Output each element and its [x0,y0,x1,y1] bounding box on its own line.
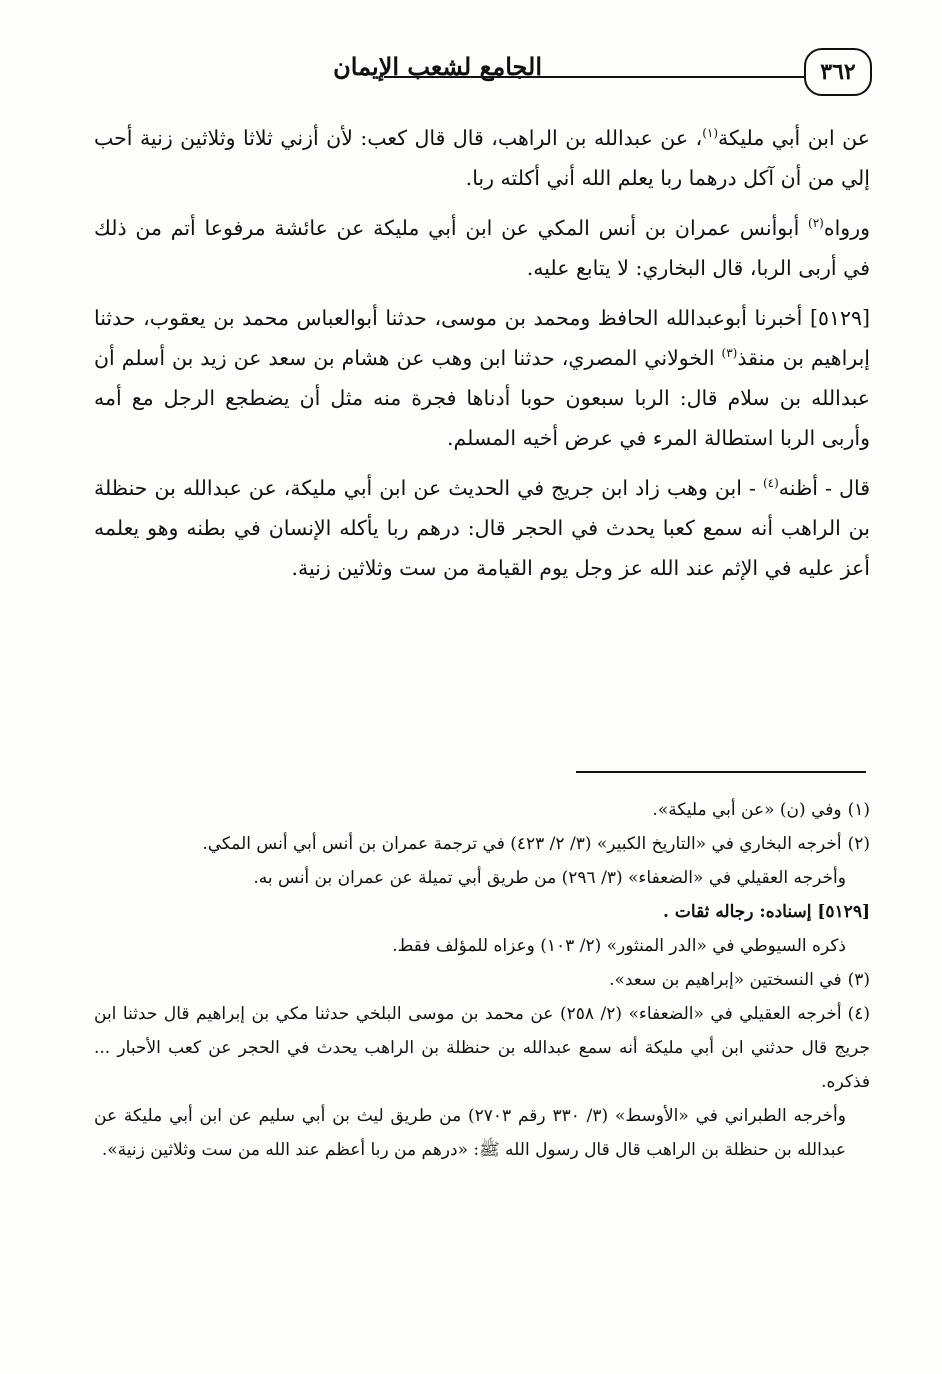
footnote-2 [94,827,870,861]
paragraph-text: أبوأنس عمران بن أنس المكي عن ابن أبي مليكة عن عائشة مرفوعا أتم من ذلك في أربى الربا، قال البخاري: لا يتابع عليه. [94,216,870,280]
paragraph-text: قال - أظنه [778,476,870,500]
footnote-text: وفي (ن) «عن أبي مليكة». [652,800,842,820]
footnote-4 [94,997,870,1099]
footnote-ref-4: (٤) [762,476,779,491]
page-header [92,46,872,102]
footnote-2-continuation: وأخرجه العقيلي في «الضعفاء» (٣/ ٢٩٦) من طريق أبي تميلة عن عمران بن أنس به. [253,868,846,888]
footnote-text: أخرجه البخاري في «التاريخ الكبير» (٣/ ٢/ ٤٢٣) في ترجمة عمران بن أنس أبي أنس المكي. [202,834,842,854]
paragraph-4 [94,468,870,588]
paragraph-text: - ابن وهب زاد ابن جريج في الحديث عن ابن أبي مليكة، عن عبدالله بن حنظلة بن الراهب أنه سمع كعبا يحدث في الحجر قال: درهم ربا يأكله الإنسان في بطنه وهو يعلمه أعز عليه في الإثم عند الله عز وجل يوم القيامة من ست وثلاثين زنية. [94,476,870,580]
footnote-number: (٢) [847,834,870,854]
footnote-number: (١) [847,800,870,820]
paragraph-text: ، عن عبدالله بن الراهب، قال قال كعب: لأن أزني ثلاثا وثلاثين زنية أحب إلي من أن آكل درهما ربا يعلم الله أني أكلته ربا. [94,126,870,190]
header-rule [384,76,804,78]
main-text [94,118,870,598]
page-number-badge: ٣٦٢ [804,48,872,96]
footnote-ref-3: (٣) [721,346,738,361]
book-title: الجامع لشعب الإيمان [333,52,542,81]
paragraph-text: الخولاني المصري، حدثنا ابن وهب عن هشام بن سعد عن زيد بن أسلم أن عبدالله بن سلام قال: الربا سبعون حوبا أدناها فجرة منه مثل أن يضطجع الرجل مع أمه وأربى الربا استطالة المرء في عرض أخيه المسلم. [94,346,870,450]
paragraph-text: ورواه [823,216,870,240]
paragraph-3 [94,298,870,458]
footnote-ref-2: (٢) [808,216,824,231]
footnote-3 [94,963,870,997]
footnote-number: (٣) [847,970,870,990]
footnote-separator [576,771,866,773]
footnote-ref-1: (١) [702,126,719,141]
footnote-text: أخرجه العقيلي في «الضعفاء» (٢/ ٢٥٨) عن محمد بن موسى البلخي حدثنا مكي بن إبراهيم قال حدثنا ابن جريج قال حدثني ابن أبي مليكة أنه سمع عبدالله بن حنظلة بن الراهب يحدث في الحجر عن كعب الأحبار ... فذكره. [94,1004,870,1092]
paragraph-2 [94,208,870,288]
footnote-1 [94,793,870,827]
paragraph-1 [94,118,870,198]
isnad-note: [٥١٢٩] إسناده: رجاله ثقات . [663,902,870,922]
paragraph-text: [٥١٢٩] أخبرنا أبوعبدالله الحافظ ومحمد بن موسى، حدثنا أبوالعباس محمد بن يعقوب، حدثنا إبراهيم بن منقذ [94,306,870,370]
paragraph-text: عن ابن أبي مليكة [718,126,870,150]
footnotes [94,793,870,1167]
footnote-text: في النسختين «إبراهيم بن سعد». [609,970,842,990]
isnad-note-continuation: ذكره السيوطي في «الدر المنثور» (٢/ ١٠٣) وعزاه للمؤلف فقط. [392,936,846,956]
footnote-4-continuation: وأخرجه الطبراني في «الأوسط» (٣/ ٣٣٠ رقم ٢٧٠٣) من طريق ليث بن أبي سليم عن ابن أبي مليكة عن عبدالله بن حنظلة بن الراهب قال قال رسول الله ﷺ: «درهم من ربا أعظم عند الله من ست وثلاثين زنية». [94,1106,846,1160]
footnote-number: (٤) [847,1004,870,1024]
